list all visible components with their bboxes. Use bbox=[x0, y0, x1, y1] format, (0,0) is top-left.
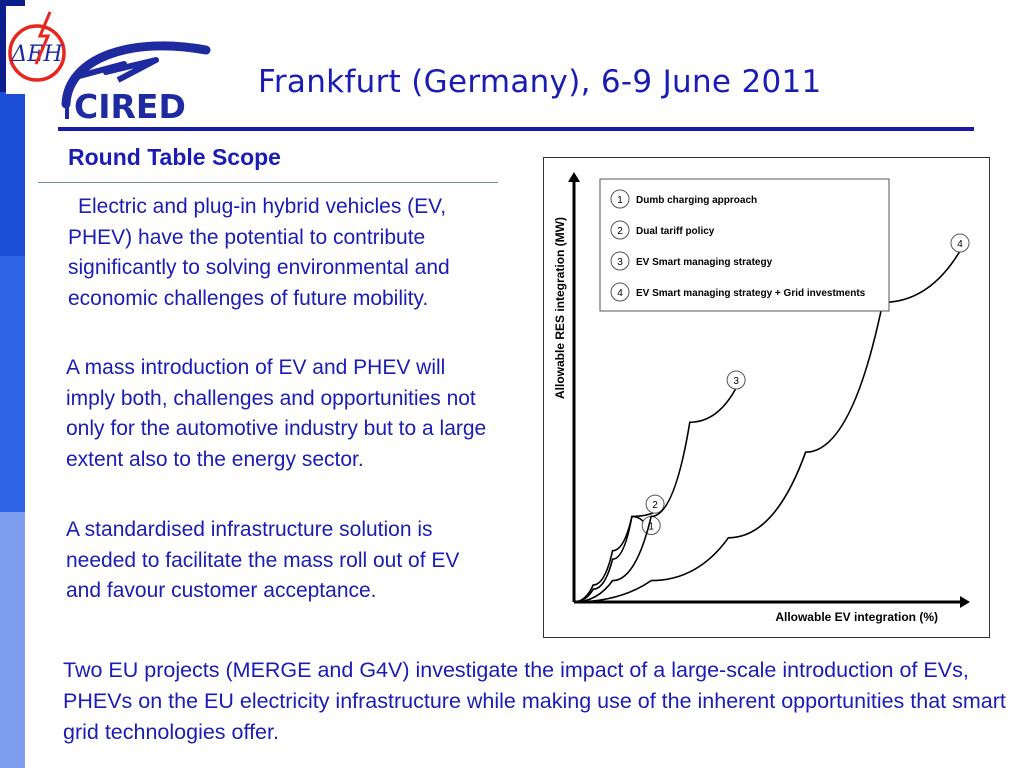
logo-area bbox=[6, 6, 216, 121]
x-axis-arrow-icon bbox=[960, 596, 970, 608]
series-marker-label-2: 2 bbox=[652, 500, 658, 512]
paragraph-text: A standardised infrastructure solution is needed to facilitate the mass roll out of EV and favour customer acceptance. bbox=[66, 518, 460, 602]
heading-divider bbox=[38, 182, 498, 183]
logo-bar bbox=[65, 93, 69, 119]
side-bar-middle bbox=[0, 256, 25, 512]
side-bar-lower bbox=[0, 512, 25, 768]
paragraph-text: A mass introduction of EV and PHEV will imply both, challenges and opportunities not only for the automotive industry but to a large extent also to the energy sector. bbox=[66, 356, 487, 471]
ev-res-chart bbox=[544, 158, 989, 637]
eu-projects-text: Two EU projects (MERGE and G4V) investigate the impact of a large-scale introduction of EVs, PHEVs on the EU electricity infrastructure while making use of the inherent opportunities that smart grid technologies offer. bbox=[63, 658, 1006, 744]
legend-marker-label-1: 1 bbox=[617, 195, 623, 206]
paragraph-text: Electric and plug-in hybrid vehicles (EV, PHEV) have the potential to contribute significantly to solving environmental and economic challenges of future mobility. bbox=[68, 195, 450, 310]
y-axis-arrow-icon bbox=[568, 172, 580, 182]
slide-title: Frankfurt (Germany), 6-9 June 2011 bbox=[258, 64, 822, 100]
emblem-letters: ΔΕΗ bbox=[11, 42, 63, 67]
legend-entry-3: EV Smart managing strategy bbox=[636, 257, 773, 268]
logo-text: CIRED bbox=[74, 87, 186, 121]
paragraph-infrastructure bbox=[66, 515, 498, 607]
chart-frame bbox=[543, 157, 990, 638]
series-marker-label-4: 4 bbox=[957, 239, 963, 251]
chart-legend bbox=[600, 179, 889, 311]
series-marker-label-3: 3 bbox=[733, 376, 739, 387]
legend-entry-1: Dumb charging approach bbox=[636, 195, 758, 206]
legend-entry-4: EV Smart managing strategy + Grid investments bbox=[636, 288, 866, 299]
cired-logo bbox=[6, 6, 216, 121]
series-marker-label-1: 1 bbox=[648, 521, 654, 533]
series-line-1 bbox=[574, 516, 651, 602]
y-axis-label: Allowable RES integration (MW) bbox=[553, 217, 567, 399]
title-divider bbox=[58, 127, 974, 131]
section-heading: Round Table Scope bbox=[68, 144, 281, 170]
legend-marker-label-2: 2 bbox=[617, 226, 623, 237]
legend-marker-label-3: 3 bbox=[617, 257, 623, 268]
paragraph-ev-potential bbox=[68, 192, 498, 314]
legend-entry-2: Dual tariff policy bbox=[636, 226, 715, 237]
legend-marker-label-4: 4 bbox=[617, 288, 623, 299]
paragraph-mass-introduction bbox=[66, 353, 498, 475]
x-axis-label: Allowable EV integration (%) bbox=[775, 610, 938, 624]
